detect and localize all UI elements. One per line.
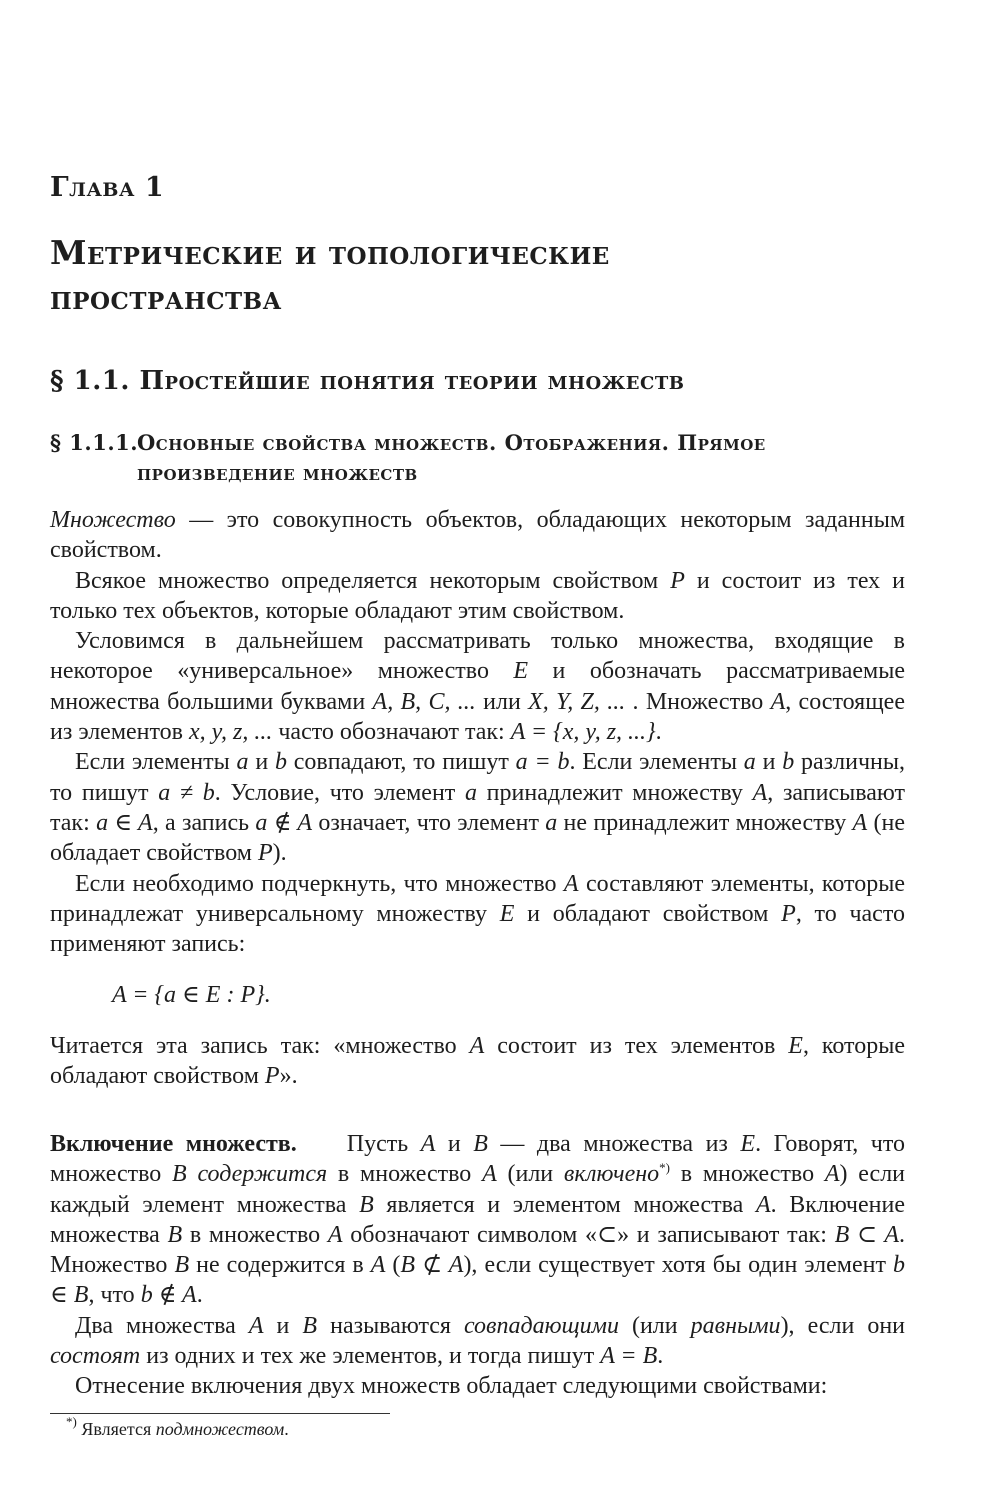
text-block-definitions <box>50 505 905 959</box>
paragraph-set-property: Всякое множество определяется некоторым свойством P и состоит из тех и только тех объектов, которые обладают этим свойством. <box>50 567 905 624</box>
subsection-number: § 1.1.1. <box>50 430 139 455</box>
paragraph-inclusion: Включение множеств. Пусть A и B — два множества из E. Говорят, что множество B содержится в множество A (или включено*) в множество A) если каждый элемент множества B является и элементом множества A. Включение множества B в множество A обозначают символом «⊂» и записывают так: B ⊂ A. Множество B не содержится в A (B ⊄ A), если существует хотя бы один элемент b ∈ B, что b ∉ A. <box>50 1131 906 1309</box>
subsection-title-line-1: Основные свойства множеств. Отображения. Прямое <box>137 430 766 455</box>
chapter-title-line-1: Метрические и топологические <box>50 233 610 272</box>
paragraph-formula-reading: Читается эта запись так: «множество A состоит из тех элементов E, которые обладают свойством P». <box>50 1033 905 1090</box>
paragraph-heading-inclusion: Включение множеств. <box>50 1131 297 1157</box>
display-formula: A = {a ∈ E : P}. <box>112 982 271 1008</box>
text-block-inclusion <box>50 1129 905 1402</box>
chapter-title-line-2: пространства <box>50 278 282 317</box>
paragraph-inclusion-properties: Отнесение включения двух множеств обладает следующими свойствами: <box>75 1373 828 1400</box>
subsection-title-line-2: произведение множеств <box>137 460 418 485</box>
chapter-label: Глава 1 <box>50 172 165 203</box>
paragraph-equal-sets: Два множества A и B называются совпадающими (или равными), если они состоят из одних и тех же элементов, и тогда пишут A = B. <box>50 1312 906 1370</box>
footnote-mark: *) <box>66 1414 77 1429</box>
footnote-reference[interactable]: *) <box>659 1160 670 1176</box>
paragraph-set-definition: Множество — это совокупность объектов, обладающих некоторым заданным свойством. <box>50 507 905 564</box>
section-heading: § 1.1. Простейшие понятия теории множеств <box>50 366 685 396</box>
paragraph-universal-set: Условимся в дальнейшем рассматривать только множества, входящие в некоторое «универсальное» множество E и обозначать рассматриваемые множества большими буквами A, B, C, ... или X, Y, Z, ... . Множество A, состоящее из элементов x, y, z, ... часто обозначают так: A = {x, y, z, ...}. <box>50 628 905 746</box>
paragraph-element-membership: Если элементы a и b совпадают, то пишут a = b. Если элементы a и b различны, то пишут a ≠ b. Условие, что элемент a принадлежит множеству A, записывают так: a ∈ A, а запись a ∉ A означает, что элемент a не принадлежит множеству A (не обладает свойством P). <box>50 749 906 867</box>
paragraph-set-notation: Если необходимо подчеркнуть, что множество A составляют элементы, которые принадлежат универсальному множеству E и обладают свойством P, то часто применяют запись: <box>50 870 905 958</box>
footnote-divider <box>50 1413 390 1414</box>
text-block-reading <box>50 1031 905 1092</box>
term-set: Множество <box>50 507 176 533</box>
footnote: *) Является подмножеством. <box>66 1414 289 1439</box>
